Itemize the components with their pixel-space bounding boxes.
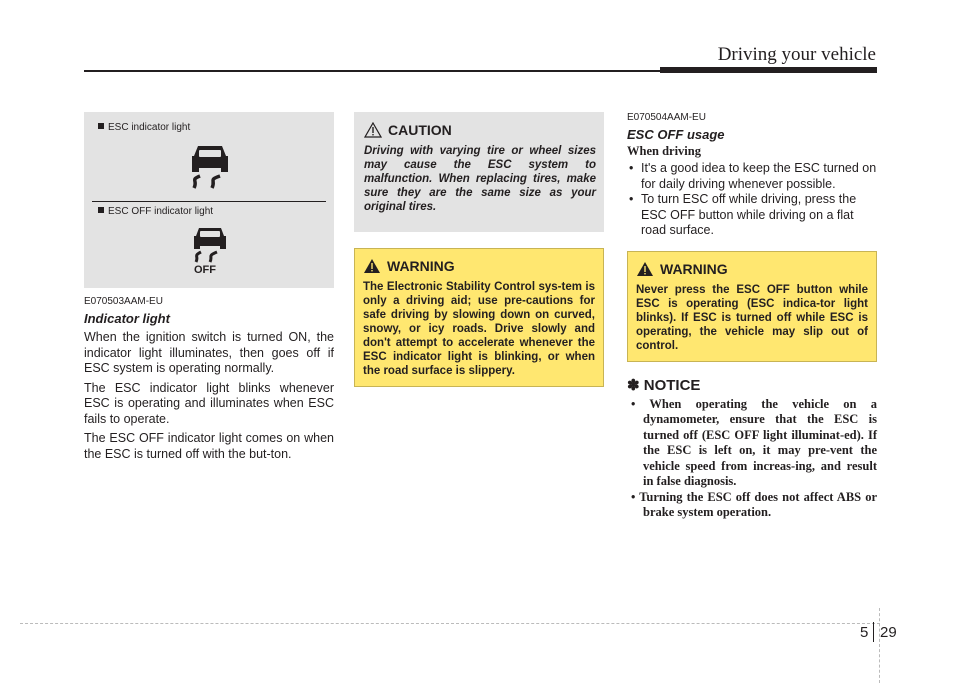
list-item: • It's a good idea to keep the ESC turned on for daily driving whenever possible.	[629, 161, 877, 191]
paragraph: When the ignition switch is turned ON, the indicator light illuminates, then goes off if ESC system is operating normally.	[84, 330, 334, 375]
page-header-title: Driving your vehicle	[717, 44, 876, 65]
header-rule	[84, 70, 660, 72]
bullet-list	[627, 161, 877, 239]
footer-dashed-line	[20, 623, 880, 624]
section-subhead: Indicator light	[84, 311, 170, 326]
right-column	[627, 112, 877, 521]
esc-indicator-icon	[188, 142, 232, 192]
page-number: 29	[880, 624, 897, 641]
off-label: OFF	[194, 264, 216, 276]
esc-indicator-caption: ESC indicator light	[98, 122, 190, 133]
warning-heading: WARNING	[363, 258, 595, 274]
header-rule-bold	[660, 67, 877, 73]
indicator-illustration	[84, 112, 334, 288]
caution-triangle-icon	[364, 122, 382, 138]
caution-text: Driving with varying tire or wheel sizes may cause the ESC system to malfunction. When replacing tires, make sure they are the same size as your original tires.	[364, 145, 596, 213]
notice-heading: ✽ NOTICE	[627, 376, 701, 394]
paragraph: The ESC OFF indicator light comes on when the ESC is turned off with the but-ton.	[84, 431, 334, 461]
when-driving-heading: When driving	[627, 144, 701, 158]
footer-dashed-line-vertical	[879, 608, 880, 683]
section-subhead: ESC OFF usage	[627, 127, 725, 142]
caution-heading: CAUTION	[364, 122, 596, 138]
paragraph: The ESC indicator light blinks whenever ESC is operating and illuminates when ESC fails to operate.	[84, 380, 334, 426]
middle-column	[354, 112, 604, 387]
left-column	[84, 112, 334, 462]
chapter-number: 5	[860, 624, 869, 641]
list-item: • To turn ESC off while driving, press the ESC OFF button while driving on a flat road surface.	[629, 192, 857, 237]
warning-triangle-icon	[636, 261, 654, 277]
esc-off-indicator-caption: ESC OFF indicator light	[98, 206, 213, 217]
list-item: • Turning the ESC off does not affect ABS or brake system operation.	[631, 489, 877, 519]
warning-text: The Electronic Stability Control sys-tem is only a driving aid; use pre-cautions for safe driving by slowing down on curved, snowy, or icy roads. Drive slowly and don't attempt to accelerate whenever the ESC indicator light is blinking, or when the road surface is slippery.	[363, 281, 595, 377]
section-code: E070503AAM-EU	[84, 296, 163, 307]
warning-triangle-icon	[363, 258, 381, 274]
notice-list	[627, 397, 877, 521]
page-number-divider	[873, 622, 874, 642]
warning-heading: WARNING	[636, 261, 868, 277]
warning-text: Never press the ESC OFF button while ESC is operating (ESC indica-tor light blinks). If ESC is turned off while ESC is operating, the vehicle may slip out of control.	[636, 283, 868, 352]
caution-box	[354, 112, 604, 232]
section-code: E070504AAM-EU	[627, 112, 706, 123]
warning-box	[627, 251, 877, 362]
warning-box	[354, 248, 604, 387]
indicator-divider	[92, 201, 326, 202]
list-item: • When operating the vehicle on a dynamometer, ensure that the ESC is turned off (ESC OFF light illuminat-ed). If the ESC is left on, it may pre-vent the vehicle speed from increas-ing, and result in false diagnosis.	[631, 396, 877, 488]
